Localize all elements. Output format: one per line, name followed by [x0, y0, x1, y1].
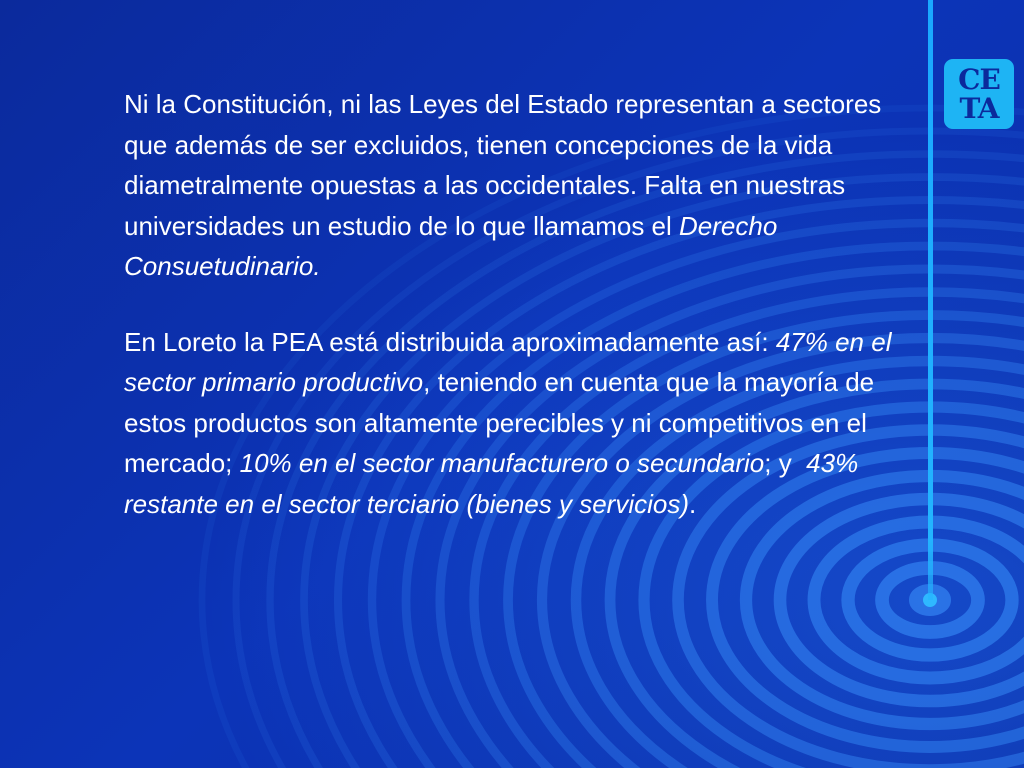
vertical-accent-line [928, 0, 933, 600]
slide-content [124, 84, 899, 524]
paragraph-pea-text-4: . [689, 488, 697, 519]
paragraph-pea-text-1: En Loreto la PEA está distribuida aproximadamente así: [124, 326, 776, 357]
logo-text-top: CE [958, 63, 1000, 96]
paragraph-pea-text-2: , teniendo en cuenta que la mayoría de estos productos son altamente perecibles y ni competitivos en el mercado; [124, 367, 882, 478]
logo-text-bottom: TA [959, 92, 999, 125]
paragraph-pea-secondary-sector: 10% en el sector manufacturero o secundario [239, 448, 765, 478]
paragraph-constitution-italic: Derecho Consuetudinario. [124, 210, 785, 281]
paragraph-constitution [124, 84, 894, 287]
paragraph-constitution-text: Ni la Constitución, ni las Leyes del Estado representan a sectores que además de ser excluidos, tienen concepciones de la vida diametralmente opuestas a las occidentales. Falta en nuestras universidades un estudio de lo que llamamos el [124, 89, 889, 241]
paragraph-pea-text-3: ; y [764, 448, 807, 478]
paragraph-pea-tertiary-sector: 43% restante en el sector terciario (bienes y servicios) [124, 448, 866, 519]
paragraph-pea-primary-sector: 47% en el sector primario productivo [124, 326, 899, 397]
ceta-logo [944, 59, 1014, 129]
paragraph-pea [124, 322, 899, 525]
